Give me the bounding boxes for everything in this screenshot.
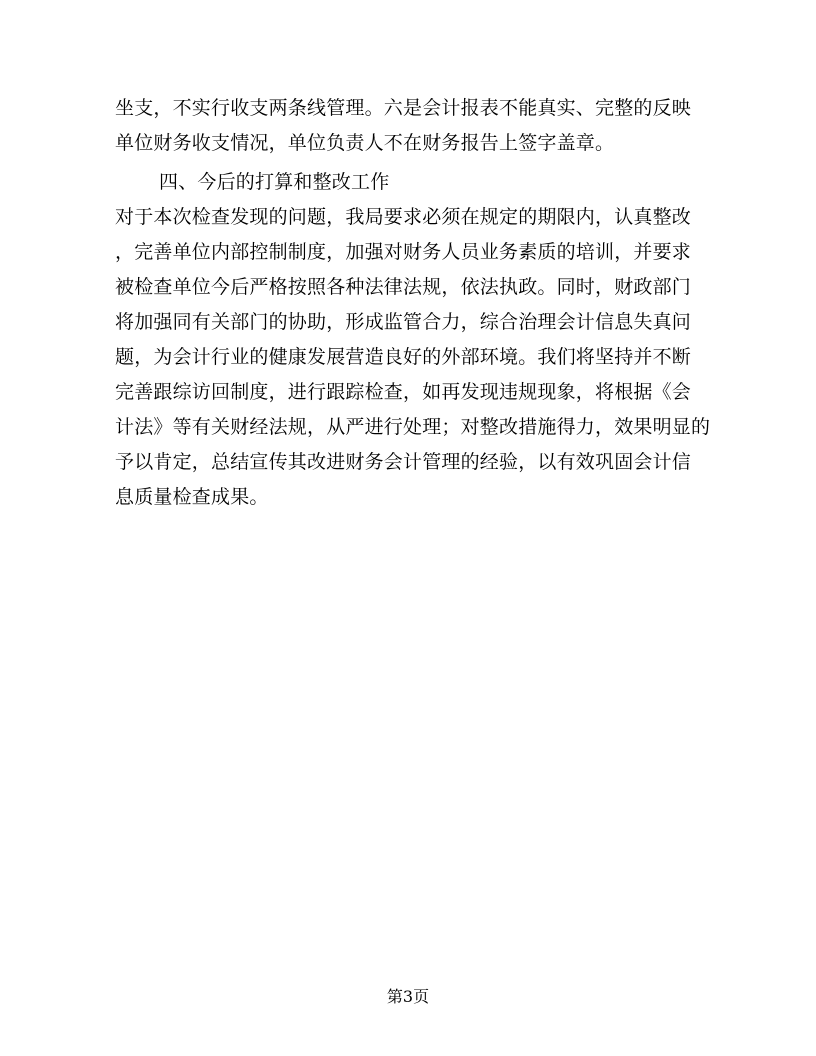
body-text-line: 息质量检查成果。 bbox=[115, 486, 269, 508]
body-text-line: ，完善单位内部控制制度，加强对财务人员业务素质的培训，并要求 bbox=[115, 241, 692, 263]
body-text-line: 计法》等有关财经法规，从严进行处理；对整改措施得力，效果明显的 bbox=[115, 416, 711, 438]
body-text-line: 对于本次检查发现的问题，我局要求必须在规定的期限内，认真整改 bbox=[115, 206, 692, 228]
body-text-line: 坐支，不实行收支两条线管理。六是会计报表不能真实、完整的反映 bbox=[115, 97, 692, 119]
body-text-line: 题，为会计行业的健康发展营造良好的外部环境。我们将坚持并不断 bbox=[115, 346, 692, 368]
body-text-line: 予以肯定，总结宣传其改进财务会计管理的经验，以有效巩固会计信 bbox=[115, 451, 692, 473]
body-text-line: 将加强同有关部门的协助，形成监管合力，综合治理会计信息失真问 bbox=[115, 311, 692, 333]
page-number: 第3页 bbox=[386, 987, 430, 1006]
body-text-line: 完善跟综访回制度，进行跟踪检查，如再发现违规现象，将根据《会 bbox=[115, 381, 692, 403]
body-text-line: 单位财务收支情况，单位负责人不在财务报告上签字盖章。 bbox=[115, 132, 615, 154]
body-text-line: 被检查单位今后严格按照各种法律法规，依法执政。同时，财政部门 bbox=[115, 276, 692, 298]
section-heading: 四、今后的打算和整改工作 bbox=[159, 171, 390, 193]
